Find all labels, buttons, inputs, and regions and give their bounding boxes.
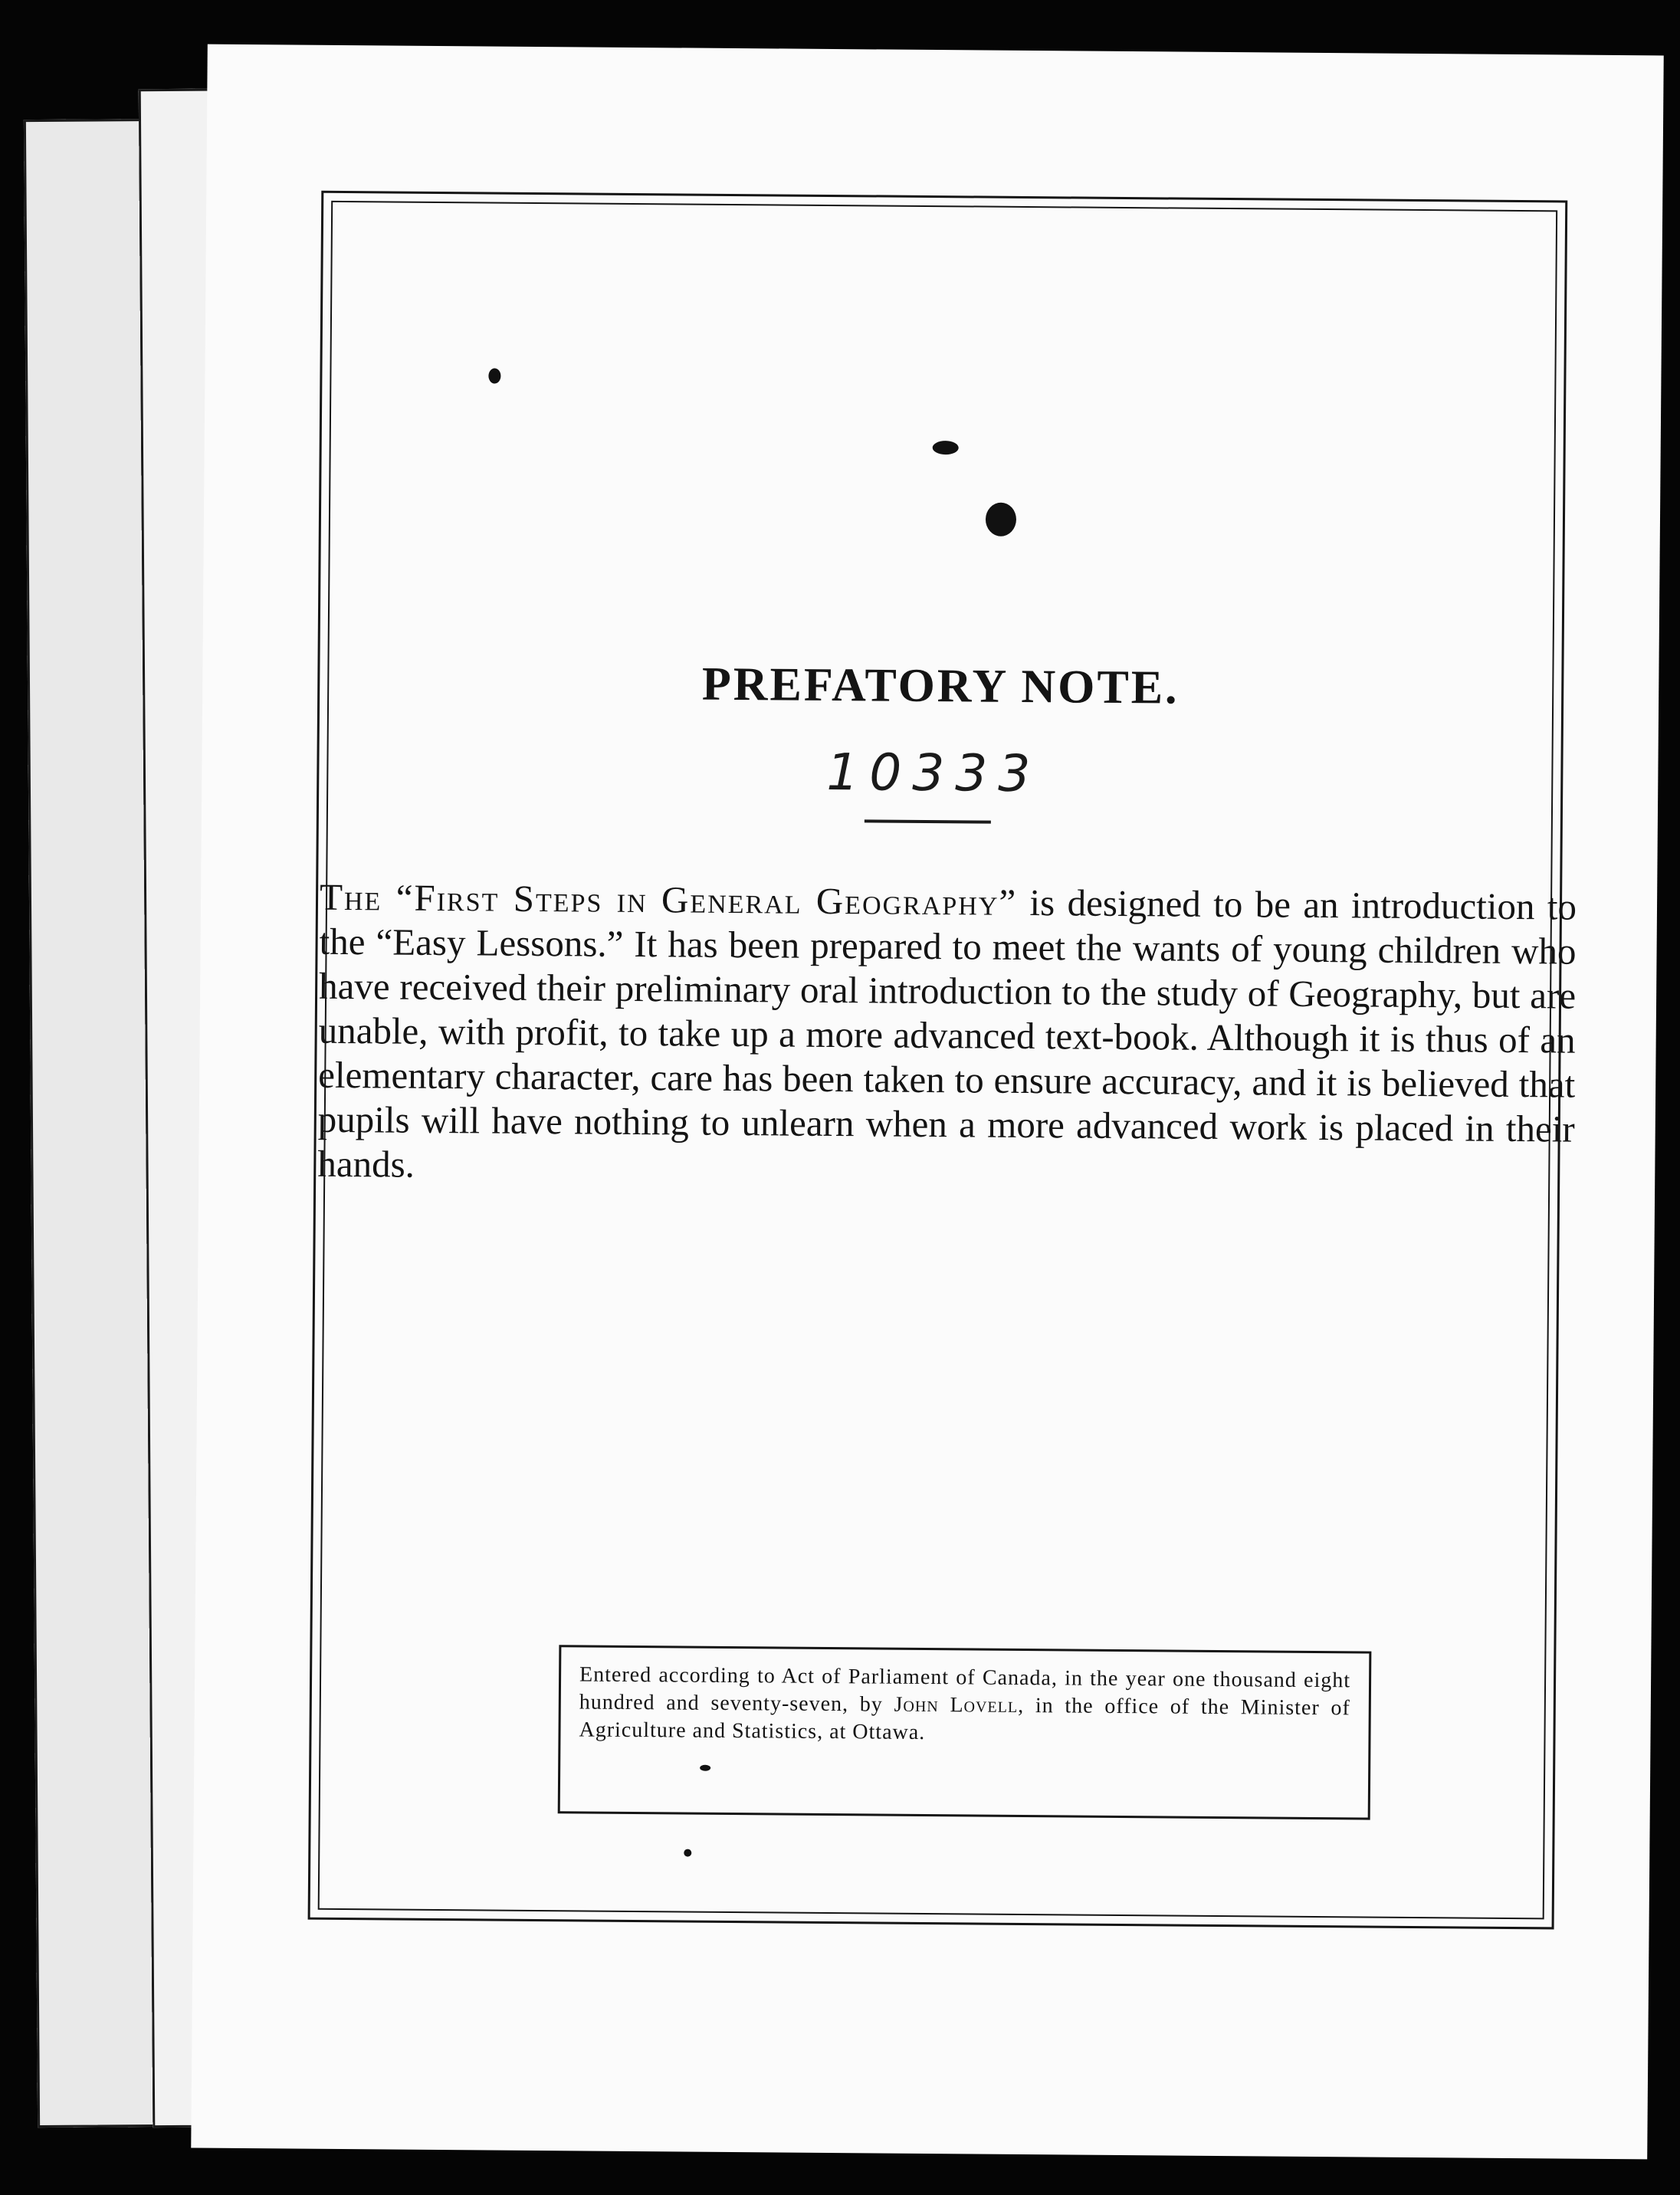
copyright-notice bbox=[558, 1645, 1372, 1819]
paragraph-lead: The “First Steps in General Geography” bbox=[319, 875, 1018, 924]
page-sheet bbox=[191, 44, 1664, 2160]
ink-spot bbox=[933, 441, 959, 454]
page-title: PREFATORY NOTE. bbox=[701, 658, 1180, 714]
copyright-text-end: , in the office of the Minister of Agriculture and Statistics, at Ottawa. bbox=[579, 1693, 1350, 1745]
ink-spot bbox=[488, 368, 500, 383]
prefatory-paragraph bbox=[317, 875, 1577, 1196]
page-border-inner bbox=[317, 201, 1577, 1919]
copyright-name: John Lovell bbox=[894, 1692, 1019, 1718]
ink-spot bbox=[684, 1849, 691, 1857]
handwritten-catalog-number: 10333 bbox=[826, 742, 1042, 804]
ink-spot bbox=[986, 503, 1016, 536]
copyright-text-start: Entered according to Act of Parliament of Canada, in the year one thousand eight hundred and seventy-seven, by bbox=[579, 1662, 1351, 1717]
catalog-underline bbox=[865, 819, 991, 823]
paragraph-body: is designed to be an introduction to the “Easy Lessons.” It has been prepared to meet the wants of young children who have received their preliminary oral introduction to the study of Geography, but are unable, with profit, to take up a more advanced text-book. Although it is thus of an elementary character, care has been taken to ensure accuracy, and it is believed that pupils will have nothing to unlearn when a more advanced work is placed in their hands. bbox=[317, 881, 1577, 1186]
ink-spot bbox=[700, 1765, 710, 1771]
